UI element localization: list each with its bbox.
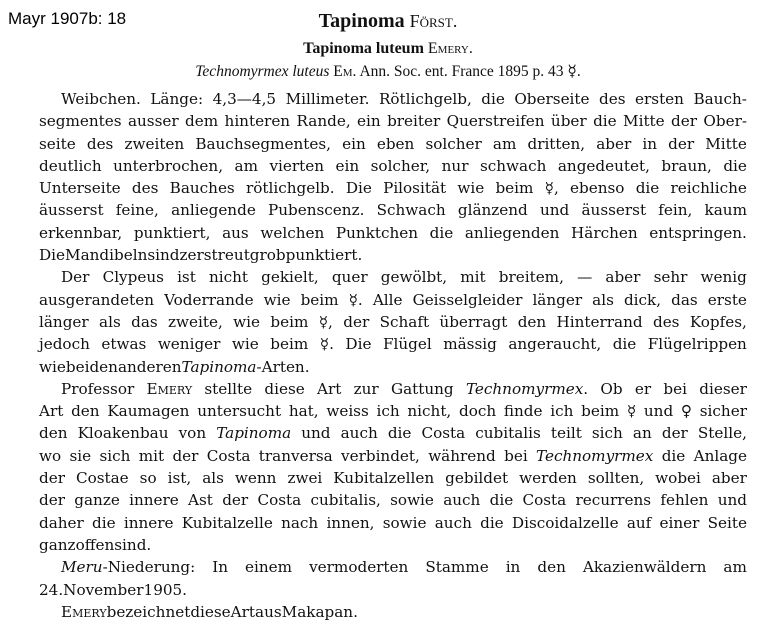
word: Flügel xyxy=(382,335,432,354)
text-line xyxy=(39,311,747,333)
synonym-ref: Ann. Soc. ent. France 1895 p. 43 ☿. xyxy=(359,63,581,80)
word: Gattung xyxy=(390,379,454,398)
word: 24. xyxy=(39,580,64,599)
text-line xyxy=(39,512,747,534)
word: als xyxy=(202,469,224,488)
word: Mitte xyxy=(623,112,665,131)
word: so xyxy=(139,469,157,488)
text-line xyxy=(39,534,747,556)
word: solcher xyxy=(425,134,482,153)
word: dick, xyxy=(623,290,662,309)
word: Unterseite xyxy=(39,179,121,198)
text-line xyxy=(39,222,747,244)
text-line xyxy=(39,356,747,378)
word: am xyxy=(234,156,258,175)
word: Costae xyxy=(75,469,129,488)
word: Costa xyxy=(206,446,251,465)
word: am xyxy=(492,134,517,153)
word: sich xyxy=(99,446,131,465)
word: 4,3—4,5 xyxy=(212,90,277,108)
word: Technomyrmex xyxy=(536,446,654,465)
word: ☿. xyxy=(348,290,363,309)
source-tag: Mayr 1907b: 18 xyxy=(8,9,127,28)
word: Meru-Niederung: xyxy=(61,558,196,577)
word: Art xyxy=(39,402,64,421)
word: Ober- xyxy=(703,112,747,131)
word: glänzend xyxy=(457,201,528,220)
word: die xyxy=(429,223,454,242)
word: dieser xyxy=(699,379,747,398)
word: innere xyxy=(123,513,174,532)
word: und xyxy=(539,201,570,220)
word: sicher xyxy=(699,402,747,421)
word: cubitalis, xyxy=(310,491,381,510)
word: Kloakenbau xyxy=(77,424,169,443)
word: Akazienwäldern xyxy=(582,558,707,577)
word: diese xyxy=(264,379,305,398)
word: ebenso xyxy=(570,179,625,198)
word: des xyxy=(599,90,626,108)
word: punktiert, xyxy=(133,223,211,242)
word: eben xyxy=(376,134,415,153)
word: Stelle, xyxy=(697,424,747,443)
word: ein xyxy=(335,156,360,175)
word: verbindet, xyxy=(341,446,420,465)
word: segmentes xyxy=(39,112,122,131)
text-line xyxy=(39,489,747,511)
word: — xyxy=(577,268,593,287)
word: ich xyxy=(550,402,574,421)
word: hat, xyxy=(288,402,319,421)
word: Kaumagen xyxy=(107,402,190,421)
genus-name: Tapinoma xyxy=(318,10,405,32)
word: das xyxy=(131,312,158,331)
word: sehr xyxy=(653,268,688,287)
word: etwas xyxy=(101,335,147,354)
word: fein, xyxy=(658,201,693,220)
word: finde xyxy=(503,402,543,421)
word: Anlage xyxy=(693,446,747,465)
word: die xyxy=(481,90,505,108)
word: beim xyxy=(270,312,309,331)
word: er xyxy=(634,379,652,398)
word: Härchen xyxy=(571,223,638,242)
word: Tapinoma-Arten. xyxy=(181,357,310,376)
word: die xyxy=(387,424,412,443)
word: über xyxy=(550,112,587,131)
text-line xyxy=(39,467,747,489)
word: gewölbt, xyxy=(380,268,448,287)
word: quer xyxy=(331,268,368,287)
word: und xyxy=(643,402,674,421)
word: Art xyxy=(317,379,342,398)
word: überragt xyxy=(439,312,508,331)
word: anderen xyxy=(117,357,182,376)
word: bei xyxy=(65,357,90,376)
word: die xyxy=(612,335,637,354)
word: gekielt, xyxy=(261,268,319,287)
word: Weibchen. xyxy=(61,90,141,108)
word: November xyxy=(63,580,144,599)
word: kaum xyxy=(704,201,747,220)
word: anliegende xyxy=(171,201,256,220)
word: daher xyxy=(39,513,84,532)
word: beim xyxy=(495,179,534,198)
word: recurrens xyxy=(575,491,652,510)
text-line xyxy=(39,333,747,355)
text-line xyxy=(39,110,747,132)
word: der xyxy=(39,469,65,488)
word: auf xyxy=(626,513,652,532)
word: sich xyxy=(591,424,623,443)
word: gebildet xyxy=(445,469,509,488)
word: deutlich xyxy=(39,156,102,175)
paragraph-emery xyxy=(39,378,747,556)
word: nach xyxy=(281,513,319,532)
word: den xyxy=(517,312,547,331)
word: anliegenden xyxy=(464,223,560,242)
word: In xyxy=(212,558,229,577)
word: während xyxy=(428,446,496,465)
word: wo xyxy=(39,446,62,465)
text-line xyxy=(39,579,747,601)
word: cubitalis xyxy=(475,424,541,443)
word: ☿, xyxy=(318,312,333,331)
word: Art xyxy=(230,602,256,621)
word: einer xyxy=(659,513,700,532)
body-text xyxy=(39,88,747,623)
word: den xyxy=(89,357,118,376)
text-line xyxy=(39,556,747,578)
word: Geisselgleider xyxy=(412,290,523,309)
word: Tapinoma xyxy=(216,424,292,443)
word: Pubenscenz. xyxy=(268,201,365,220)
word: der xyxy=(39,491,65,510)
word: reichliche xyxy=(670,179,747,198)
word: Makapan. xyxy=(281,602,358,621)
word: zur xyxy=(353,379,379,398)
word: untersucht xyxy=(197,402,282,421)
word: jedoch xyxy=(39,335,90,354)
word: den xyxy=(537,558,566,577)
word: den xyxy=(71,402,100,421)
word: Rötlichgelb, xyxy=(378,90,472,108)
word: auch xyxy=(340,424,378,443)
text-line xyxy=(39,244,747,266)
word: hinteren xyxy=(224,112,291,131)
word: nicht, xyxy=(407,402,452,421)
word: mit xyxy=(460,268,486,287)
word: ein xyxy=(357,112,381,131)
text-line xyxy=(39,378,747,400)
word: wenig xyxy=(700,268,747,287)
word: der xyxy=(343,312,370,331)
word: Costa xyxy=(257,491,302,510)
word: Die xyxy=(39,246,66,265)
word: wie xyxy=(457,179,485,198)
word: beim xyxy=(581,402,620,421)
word: sie xyxy=(69,446,92,465)
word: die xyxy=(593,112,617,131)
word: einem xyxy=(245,558,293,577)
word: ganz xyxy=(39,535,76,554)
word: in xyxy=(505,558,521,577)
word: Ob xyxy=(600,379,623,398)
word: ist, xyxy=(167,469,192,488)
word: die xyxy=(489,491,514,510)
word: grob xyxy=(249,246,286,265)
word: aus xyxy=(222,223,249,242)
word: äusserst xyxy=(581,201,647,220)
word: und xyxy=(717,491,747,510)
word: unterbrochen, xyxy=(113,156,224,175)
word: weiss xyxy=(326,402,369,421)
text-line xyxy=(39,133,747,155)
word: Pilosität xyxy=(383,179,447,198)
word: mit xyxy=(138,446,165,465)
word: zerstreut xyxy=(179,246,250,265)
genus-heading xyxy=(0,10,776,33)
word: der xyxy=(661,424,688,443)
word: sowie xyxy=(390,491,434,510)
word: Emery xyxy=(61,602,107,621)
word: Mitte xyxy=(705,134,747,153)
word: ein xyxy=(342,134,366,153)
word: ☿, xyxy=(544,179,559,198)
text-line xyxy=(39,266,747,288)
text-line xyxy=(39,445,747,467)
word: Punktchen xyxy=(335,223,419,242)
word: diese xyxy=(190,602,231,621)
word: bei xyxy=(504,446,528,465)
word: in xyxy=(642,134,658,153)
word: Voderrande xyxy=(164,290,254,309)
word: dem xyxy=(185,112,219,131)
word: von xyxy=(178,424,207,443)
word: Schaft xyxy=(379,312,430,331)
word: Bauch- xyxy=(693,90,747,108)
word: zweiten xyxy=(124,134,185,153)
word: sind. xyxy=(114,535,152,554)
word: breitem, xyxy=(498,268,564,287)
word: Discoidalzelle xyxy=(511,513,619,532)
text-line xyxy=(39,88,747,110)
synonym-ref-author: Em. xyxy=(333,63,357,80)
word: innen, xyxy=(326,513,375,532)
word: Kubitalzellen xyxy=(333,469,435,488)
word: vermoderten xyxy=(309,558,409,577)
word: innere xyxy=(129,491,179,510)
word: Flügelrippen xyxy=(647,335,747,354)
word: nur xyxy=(441,156,469,175)
word: feine, xyxy=(115,201,159,220)
word: aber xyxy=(596,134,632,153)
word: wie xyxy=(233,312,261,331)
word: mässig xyxy=(443,335,497,354)
word: welchen xyxy=(260,223,325,242)
word: teilt xyxy=(550,424,582,443)
word: Stamme xyxy=(425,558,489,577)
word: Schwach xyxy=(376,201,446,220)
text-line xyxy=(39,199,747,221)
paragraph-emery-note xyxy=(39,601,747,623)
word: auch xyxy=(443,491,481,510)
word: 1905. xyxy=(143,580,188,599)
word: ich xyxy=(376,402,400,421)
text-line xyxy=(39,400,747,422)
word: solcher, xyxy=(370,156,431,175)
word: den xyxy=(39,424,68,443)
word: Seite xyxy=(707,513,747,532)
word: bezeichnet xyxy=(106,602,191,621)
word: wobei xyxy=(655,469,701,488)
word: aus xyxy=(255,602,282,621)
word: an xyxy=(632,424,652,443)
paragraph-locality xyxy=(39,556,747,601)
word: des xyxy=(86,134,114,153)
word: Hinterrand xyxy=(556,312,643,331)
word: ☿. xyxy=(319,335,334,354)
word: des xyxy=(652,312,680,331)
word: der xyxy=(668,134,695,153)
word: Die xyxy=(345,179,372,198)
word: wie xyxy=(39,357,66,376)
word: ausser xyxy=(127,112,179,131)
word: rötlichgelb. xyxy=(245,179,335,198)
word: angedeutet, xyxy=(557,156,650,175)
text-line xyxy=(39,289,747,311)
paragraph-clypeus xyxy=(39,266,747,377)
word: erkennbar, xyxy=(39,223,123,242)
word: am xyxy=(723,558,747,577)
word: nicht xyxy=(208,268,248,287)
word: des xyxy=(131,179,159,198)
word: als xyxy=(592,290,614,309)
word: Clypeus xyxy=(102,268,164,287)
word: länger xyxy=(39,312,89,331)
word: ersten xyxy=(635,90,684,108)
word: als xyxy=(99,312,121,331)
word: das xyxy=(671,290,698,309)
word: zweite, xyxy=(168,312,223,331)
word: doch xyxy=(458,402,497,421)
word: angeraucht, xyxy=(508,335,602,354)
word: Costa xyxy=(522,491,567,510)
word: seite xyxy=(39,134,76,153)
word: die xyxy=(480,513,504,532)
text-line xyxy=(39,422,747,444)
word: die xyxy=(661,446,686,465)
word: breiter xyxy=(387,112,441,131)
word: Kubitalzelle xyxy=(181,513,273,532)
word: wie xyxy=(263,290,291,309)
word: beim xyxy=(300,290,339,309)
word: Costa xyxy=(421,424,466,443)
word: ausgerandeten xyxy=(39,290,155,309)
synonym-name: Technomyrmex luteus xyxy=(195,63,330,80)
word: dritten, xyxy=(527,134,586,153)
word: wie xyxy=(231,335,259,354)
paragraph-description xyxy=(39,88,747,266)
text-line xyxy=(39,601,747,623)
word: schwach xyxy=(479,156,547,175)
word: weniger xyxy=(157,335,221,354)
word: Technomyrmex. xyxy=(465,379,589,398)
word: der xyxy=(222,491,249,510)
word: Professor xyxy=(61,379,135,398)
species-heading xyxy=(0,40,776,58)
word: Alle xyxy=(372,290,403,309)
word: werden xyxy=(519,469,577,488)
genus-author: Först. xyxy=(409,11,458,31)
word: der xyxy=(671,112,698,131)
word: Kopfes, xyxy=(689,312,747,331)
word: Rande, xyxy=(296,112,351,131)
word: Mandibeln xyxy=(65,246,148,265)
word: Bauchsegmentes, xyxy=(195,134,331,153)
species-author: Emery. xyxy=(427,40,473,57)
synonym-line xyxy=(0,62,776,81)
word: aber xyxy=(711,469,747,488)
word: bei xyxy=(663,379,687,398)
word: braun, xyxy=(661,156,712,175)
word: Oberseite xyxy=(514,90,590,108)
word: tranversa xyxy=(258,446,333,465)
word: wenn xyxy=(234,469,277,488)
word: äusserst xyxy=(39,201,104,220)
word: ☿ xyxy=(626,402,637,421)
word: Millimeter. xyxy=(285,90,370,108)
word: erste xyxy=(707,290,747,309)
word: fehlen xyxy=(660,491,709,510)
text-line xyxy=(39,155,747,177)
word: sollten, xyxy=(587,469,645,488)
word: Die xyxy=(345,335,372,354)
word: stellte xyxy=(204,379,253,398)
word: Emery xyxy=(146,379,193,398)
word: sowie xyxy=(382,513,427,532)
word: sind xyxy=(147,246,180,265)
word: der xyxy=(172,446,199,465)
word: und xyxy=(301,424,331,443)
word: entspringen. xyxy=(649,223,747,242)
word: Der xyxy=(61,268,90,287)
word: offen xyxy=(75,535,115,554)
species-name: Tapinoma luteum xyxy=(303,40,424,57)
word: Bauches xyxy=(169,179,235,198)
word: ♀ xyxy=(680,402,693,421)
word: ganze xyxy=(74,491,120,510)
word: die xyxy=(635,179,660,198)
word: vierten xyxy=(269,156,325,175)
word: die xyxy=(92,513,116,532)
word: Ast xyxy=(188,491,213,510)
text-line xyxy=(39,177,747,199)
word: punktiert. xyxy=(285,246,363,265)
word: beim xyxy=(270,335,309,354)
word: Länge: xyxy=(150,90,204,108)
word: aber xyxy=(605,268,641,287)
word: auch xyxy=(434,513,472,532)
word: die xyxy=(723,156,747,175)
word: zwei xyxy=(287,469,323,488)
word: länger xyxy=(532,290,583,309)
word: Querstreifen xyxy=(446,112,545,131)
word: ist xyxy=(177,268,196,287)
